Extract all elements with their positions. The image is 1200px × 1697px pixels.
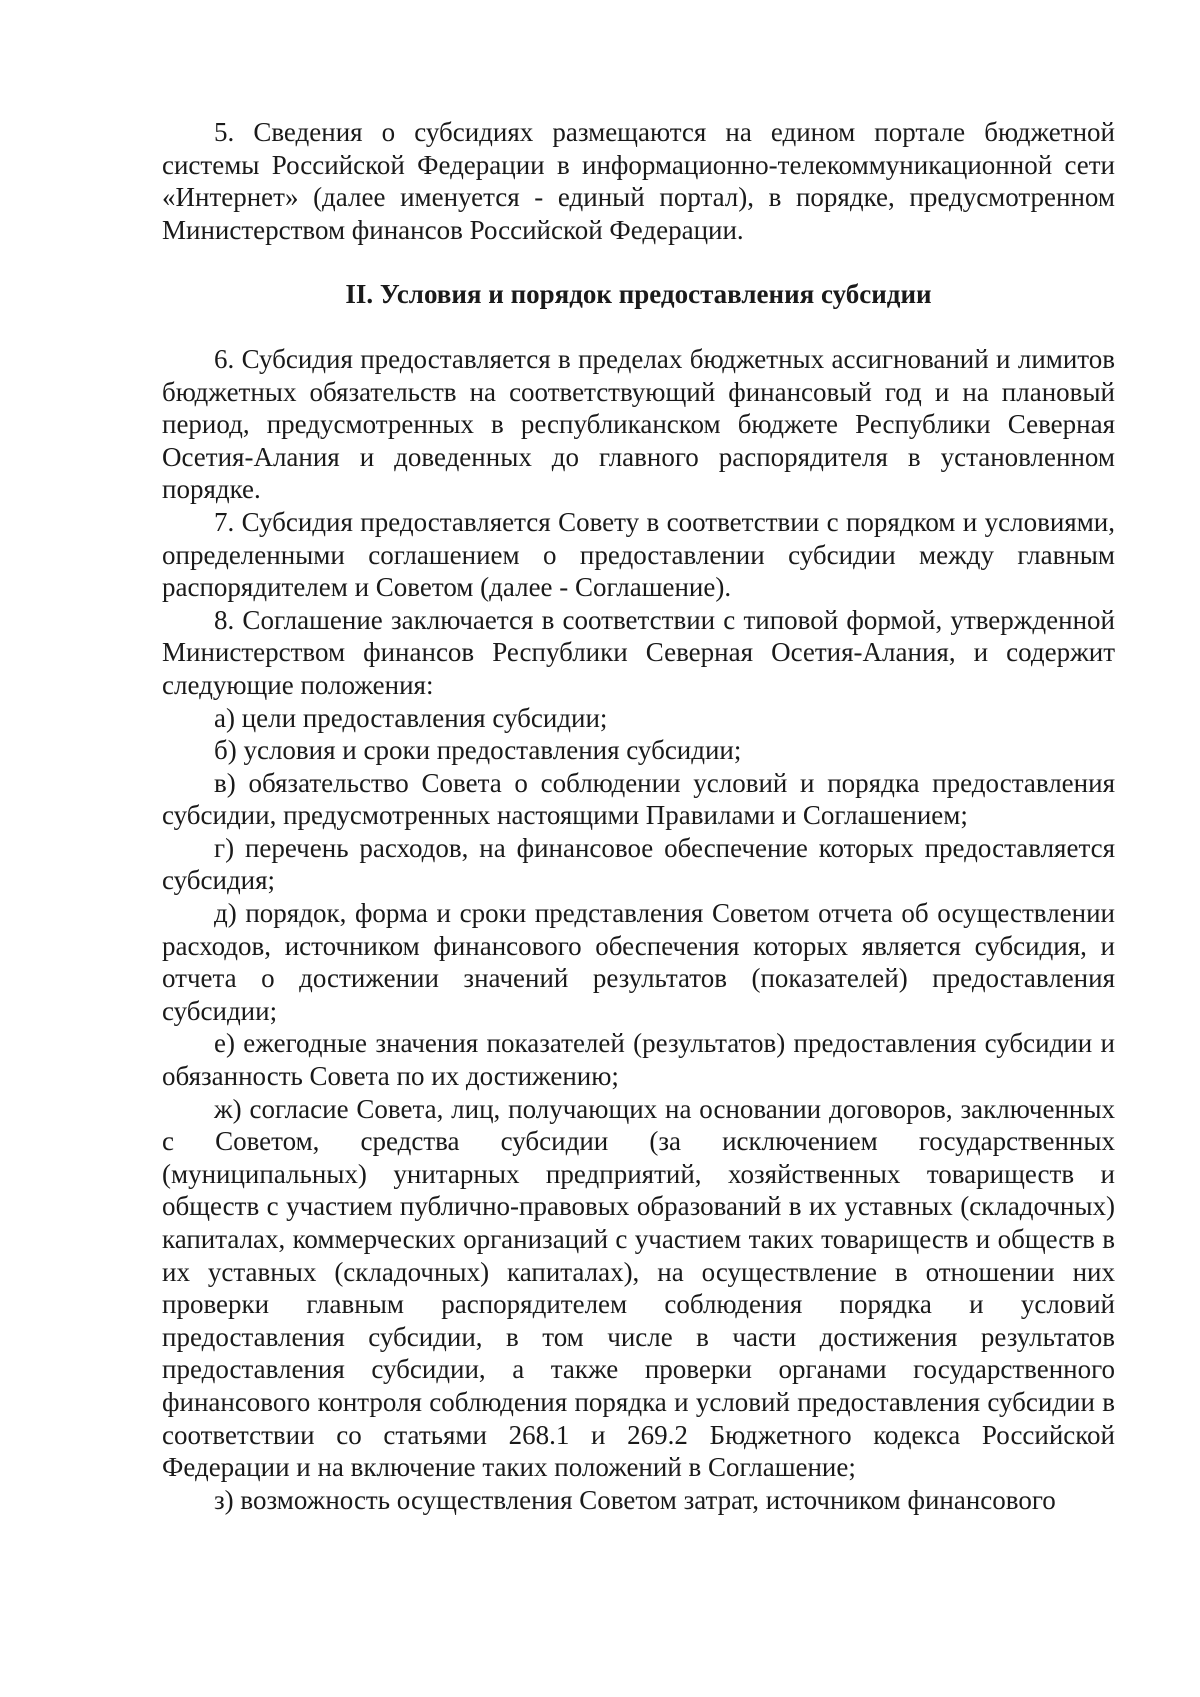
list-item-a: а) цели предоставления субсидии;: [214, 702, 608, 733]
paragraph-5: 5. Сведения о субсидиях размещаются на едином портале бюджетной системы Российской Федерации в информационно-телекоммуникационной сети «Интернет» (далее именуется - единый портал), в порядке, предусмотренном Министерством финансов Российской Федерации.: [162, 117, 1115, 245]
paragraph-8: 8. Соглашение заключается в соответствии с типовой формой, утвержденной Министерством финансов Республики Северная Осетия-Алания, и содержит следующие положения:: [162, 604, 1115, 700]
list-item-b: б) условия и сроки предоставления субсидии;: [214, 735, 742, 766]
list-item-e: е) ежегодные значения показателей (результатов) предоставления субсидии и обязанность Совета по их достижению;: [162, 1028, 1115, 1092]
document-page: [162, 116, 1115, 1516]
paragraph-6: 6. Субсидия предоставляется в пределах бюджетных ассигнований и лимитов бюджетных обязательств на соответствующий финансовый год и на плановый период, предусмотренных в республиканском бюджете Республики Северная Осетия-Алания и доведенных до главного распорядителя в установленном порядке.: [162, 343, 1115, 505]
list-item-zh: ж) согласие Совета, лиц, получающих на основании договоров, заключенных с Советом, средства субсидии (за исключением государственных (муниципальных) унитарных предприятий, хозяйственных товариществ и обществ с участием публично-правовых образований в их уставных (складочных) капиталах, коммерческих организаций с участием таких товариществ и обществ в их уставных (складочных) капиталах), на осуществление в отношении них проверки главным распорядителем соблюдения порядка и условий предоставления субсидии, в том числе в части достижения результатов предоставления субсидии, а также проверки органами государственного финансового контроля соблюдения порядка и условий предоставления субсидии в соответствии со статьями 268.1 и 269.2 Бюджетного кодекса Российской Федерации и на включение таких положений в Соглашение;: [162, 1093, 1115, 1483]
list-item-d: д) порядок, форма и сроки представления Советом отчета об осуществлении расходов, источником финансового обеспечения которых является субсидия, и отчета о достижении значений результатов (показателей) предоставления субсидии;: [162, 898, 1115, 1026]
paragraph-7: 7. Субсидия предоставляется Совету в соответствии с порядком и условиями, определенными соглашением о предоставлении субсидии между главным распорядителем и Советом (далее - Соглашение).: [162, 506, 1115, 603]
list-item-v: в) обязательство Совета о соблюдении условий и порядка предоставления субсидии, предусмотренных настоящими Правилами и Соглашением;: [162, 767, 1115, 831]
section-body: [162, 343, 1115, 1516]
list-item-g: г) перечень расходов, на финансовое обеспечение которых предоставляется субсидия;: [162, 832, 1115, 896]
section-heading: II. Условия и порядок предоставления субсидии: [345, 279, 932, 310]
list-item-z: з) возможность осуществления Советом затрат, источником финансового: [214, 1484, 1056, 1515]
